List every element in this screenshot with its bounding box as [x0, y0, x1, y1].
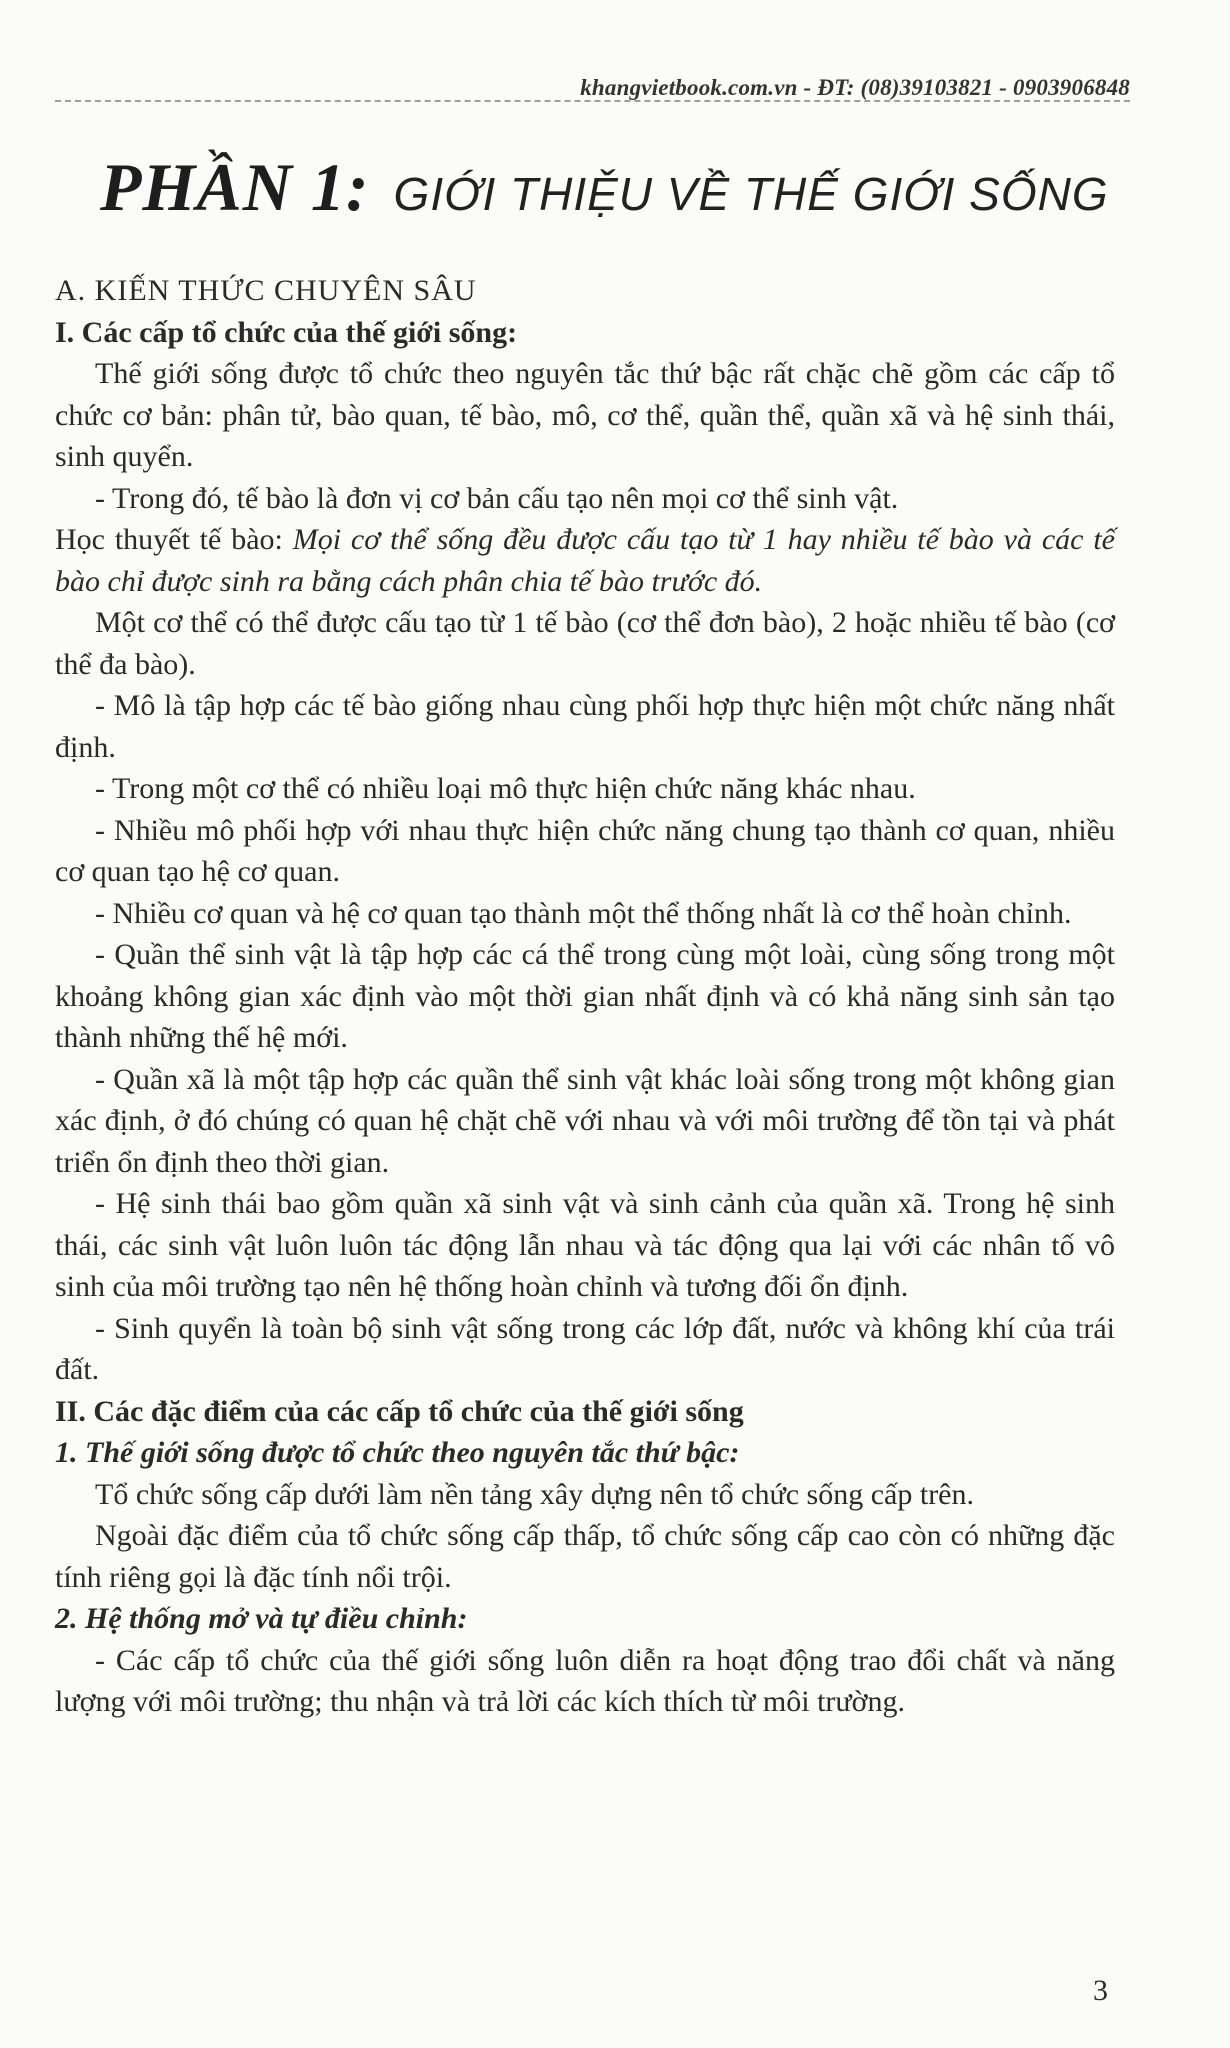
header-divider — [55, 100, 1130, 102]
paragraph: Một cơ thể có thể được cấu tạo từ 1 tế bào (cơ thể đơn bào), 2 hoặc nhiều tế bào (cơ thể đa bào). — [55, 606, 1115, 681]
paragraph: - Trong một cơ thể có nhiều loại mô thực hiện chức năng khác nhau. — [95, 772, 916, 805]
page-number: 3 — [1093, 1974, 1108, 2007]
part-title — [100, 148, 1150, 227]
subheading-1: 1. Thế giới sống được tổ chức theo nguyên tắc thứ bậc: — [55, 1436, 740, 1469]
paragraph: Thế giới sống được tổ chức theo nguyên tắc thứ bậc rất chặc chẽ gồm các cấp tổ chức cơ bản: phân tử, bào quan, tế bào, mô, cơ thể, quần thể, quần xã và hệ sinh thái, sinh quyển. — [55, 357, 1115, 473]
paragraph: - Sinh quyển là toàn bộ sinh vật sống trong các lớp đất, nước và không khí của trái đất. — [55, 1311, 1115, 1386]
running-header: khangvietbook.com.vn - ĐT: (08)39103821 - 0903906848 — [580, 75, 1130, 100]
paragraph: - Các cấp tổ chức của thế giới sống luôn diễn ra hoạt động trao đổi chất và năng lượng với môi trường; thu nhận và trả lời các kích thích từ môi trường. — [55, 1643, 1115, 1718]
page-body — [55, 270, 1115, 1723]
paragraph: - Nhiều mô phối hợp với nhau thực hiện chức năng chung tạo thành cơ quan, nhiều cơ quan tạo hệ cơ quan. — [55, 813, 1115, 888]
paragraph: - Mô là tập hợp các tế bào giống nhau cùng phối hợp thực hiện một chức năng nhất định. — [55, 689, 1115, 764]
cell-theory-lead: Học thuyết tế bào: — [55, 523, 293, 556]
heading-ii: II. Các đặc điểm của các cấp tổ chức của thế giới sống — [55, 1394, 744, 1428]
heading-i: I. Các cấp tổ chức của thế giới sống: — [55, 315, 518, 349]
cell-theory-paragraph — [55, 519, 1115, 602]
part-label: PHẦN 1: — [100, 149, 370, 225]
section-a-heading: A. KIẾN THỨC CHUYÊN SÂU — [55, 274, 477, 307]
paragraph: - Quần thể sinh vật là tập hợp các cá thể trong cùng một loài, cùng sống trong một khoảng không gian xác định vào một thời gian nhất định và có khả năng sinh sản tạo thành những thế hệ mới. — [55, 938, 1115, 1054]
paragraph: Tổ chức sống cấp dưới làm nền tảng xây dựng nên tổ chức sống cấp trên. — [95, 1477, 974, 1511]
part-name: GIỚI THIỆU VỀ THẾ GIỚI SỐNG — [393, 168, 1109, 220]
paragraph: Ngoài đặc điểm của tổ chức sống cấp thấp, tổ chức sống cấp cao còn có những đặc tính riêng gọi là đặc tính nổi trội. — [55, 1519, 1115, 1594]
paragraph: - Trong đó, tế bào là đơn vị cơ bản cấu tạo nên mọi cơ thể sinh vật. — [95, 481, 899, 515]
subheading-2: 2. Hệ thống mở và tự điều chỉnh: — [55, 1602, 468, 1635]
paragraph: - Hệ sinh thái bao gồm quần xã sinh vật và sinh cảnh của quần xã. Trong hệ sinh thái, các sinh vật luôn luôn tác động lẫn nhau và tác động qua lại với các nhân tố vô sinh của môi trường tạo nên hệ thống hoàn chỉnh và tương đối ổn định. — [55, 1187, 1115, 1303]
paragraph: - Nhiều cơ quan và hệ cơ quan tạo thành một thể thống nhất là cơ thể hoàn chỉnh. — [95, 896, 1072, 930]
paragraph: - Quần xã là một tập hợp các quần thể sinh vật khác loài sống trong một không gian xác định, ở đó chúng có quan hệ chặt chẽ với nhau và với môi trường để tồn tại và phát triển ổn định theo thời gian. — [55, 1062, 1115, 1179]
cell-theory-statement: Mọi cơ thể sống đều được cấu tạo từ 1 hay nhiều tế bào và các tế bào chỉ được sinh ra bằng cách phân chia tế bào trước đó. — [55, 523, 1115, 598]
